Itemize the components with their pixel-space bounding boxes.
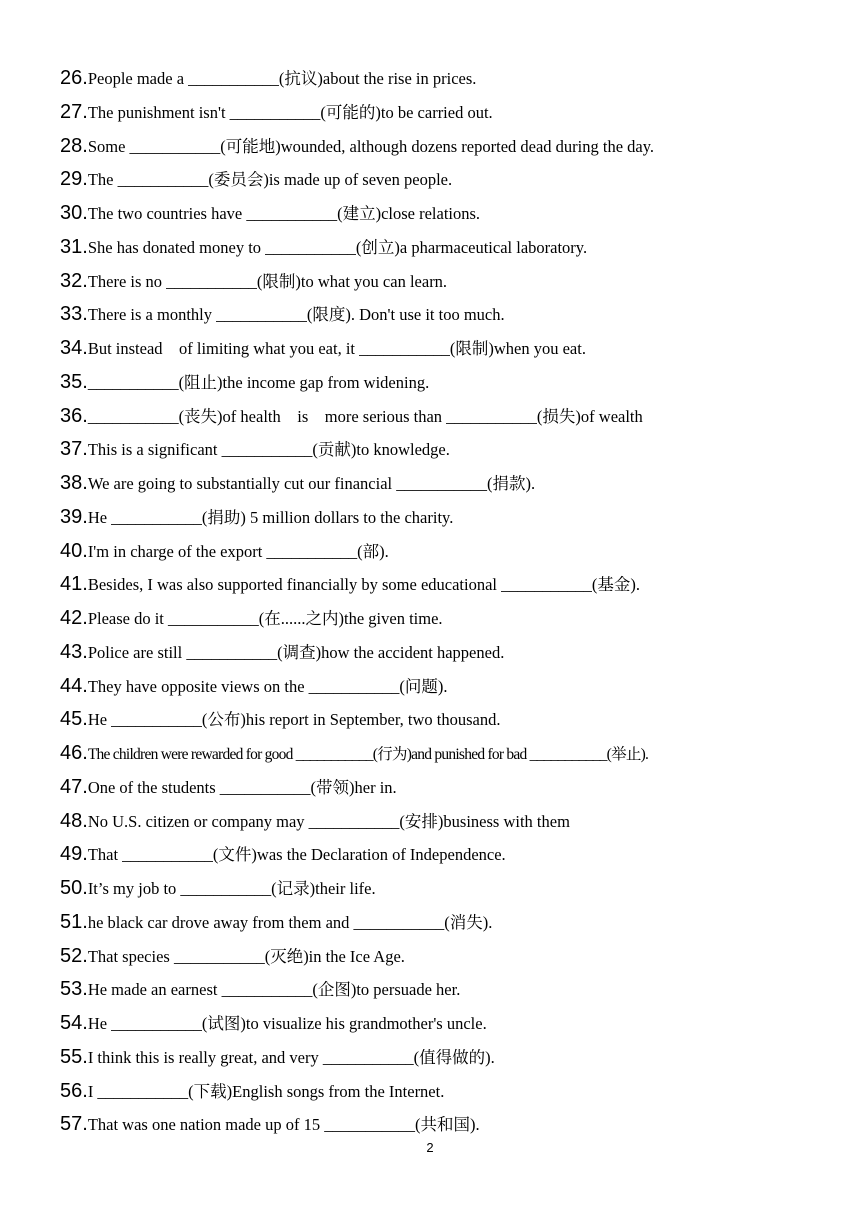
- exercise-sentence: The punishment isn't ___________(可能的)to be carried out.: [87, 102, 493, 122]
- exercise-sentence: It’s my job to ___________(记录)their life.: [87, 879, 376, 898]
- exercise-sentence: Please do it ___________(在......之内)the given time.: [87, 609, 443, 628]
- exercise-sentence: Some ___________(可能地)wounded, although dozens reported dead during the day.: [87, 136, 655, 156]
- exercise-item: [60, 163, 840, 197]
- exercise-item: [60, 400, 840, 434]
- exercise-item: [60, 602, 840, 636]
- exercise-number: 48.: [60, 809, 88, 832]
- exercise-number: 53.: [60, 978, 88, 1001]
- exercise-item: [60, 62, 840, 96]
- exercise-sentence: ___________(阻止)the income gap from widening.: [87, 372, 430, 392]
- exercise-sentence: She has donated money to ___________(创立)a pharmaceutical laboratory.: [87, 237, 588, 257]
- exercise-number: 38.: [60, 472, 88, 494]
- exercise-sentence: I'm in charge of the export ___________(部).: [87, 541, 389, 561]
- exercise-sentence: The children were rewarded for good ___________(行为)and punished for bad ___________(举止).: [87, 746, 649, 763]
- exercise-sentence: That ___________(文件)was the Declaration of Independence.: [87, 845, 506, 865]
- exercise-item: [60, 130, 840, 164]
- exercise-sentence: We are going to substantially cut our financial ___________(捐款).: [87, 474, 536, 493]
- exercise-sentence: That species ___________(灭绝)in the Ice Age.: [87, 946, 405, 966]
- exercise-number: 46.: [60, 742, 88, 764]
- exercise-item: [60, 872, 840, 906]
- exercise-number: 40.: [60, 539, 88, 562]
- exercise-number: 50.: [60, 877, 88, 899]
- exercise-sentence: I ___________(下载)English songs from the Internet.: [87, 1081, 445, 1101]
- exercise-number: 29.: [60, 168, 88, 191]
- exercise-item: [60, 670, 840, 704]
- exercise-number: 51.: [60, 910, 88, 933]
- exercise-sentence: The ___________(委员会)is made up of seven people.: [87, 170, 453, 190]
- exercise-number: 57.: [60, 1113, 88, 1136]
- exercise-number: 28.: [60, 134, 88, 157]
- exercise-sentence: People made a ___________(抗议)about the rise in prices.: [87, 69, 477, 88]
- exercise-item: [60, 535, 840, 569]
- exercise-item: [60, 636, 840, 670]
- exercise-item: [60, 231, 840, 265]
- exercise-number: 42.: [60, 607, 88, 629]
- exercise-sentence: he black car drove away from them and ___________(消失).: [87, 912, 493, 932]
- exercise-item: [60, 433, 840, 467]
- exercise-sentence: He ___________(公布)his report in September, two thousand.: [87, 710, 501, 730]
- exercise-sentence: He ___________(试图)to visualize his grandmother's uncle.: [87, 1014, 487, 1033]
- exercise-sentence: One of the students ___________(带领)her in.: [87, 777, 397, 797]
- exercise-item: [60, 197, 840, 231]
- exercise-item: [60, 568, 840, 602]
- exercise-number: 43.: [60, 640, 88, 663]
- exercise-number: 27.: [60, 100, 88, 123]
- exercise-item: [60, 298, 840, 332]
- exercise-number: 45.: [60, 708, 88, 731]
- exercise-sentence: Besides, I was also supported financially by some educational ___________(基金).: [87, 575, 640, 595]
- exercise-sentence: The two countries have ___________(建立)close relations.: [87, 204, 481, 223]
- exercise-sentence: But instead of limiting what you eat, it ___________(限制)when you eat.: [87, 339, 586, 358]
- exercise-sentence: He ___________(捐助) 5 million dollars to the charity.: [87, 507, 454, 527]
- exercise-item: [60, 265, 840, 299]
- exercise-number: 33.: [60, 303, 88, 326]
- exercise-item: [60, 805, 840, 839]
- exercise-sentence: There is no ___________(限制)to what you can learn.: [87, 271, 448, 291]
- exercise-number: 35.: [60, 370, 88, 393]
- exercise-number: 34.: [60, 337, 88, 359]
- exercise-number: 52.: [60, 944, 88, 967]
- page-number: 2: [426, 1140, 434, 1155]
- exercise-number: 54.: [60, 1012, 88, 1034]
- exercise-number: 41.: [60, 573, 88, 596]
- exercise-item: [60, 1075, 840, 1109]
- exercise-sentence: There is a monthly ___________(限度). Don't use it too much.: [87, 305, 505, 325]
- exercise-item: [60, 838, 840, 872]
- exercise-sentence: No U.S. citizen or company may ___________(安排)business with them: [87, 811, 570, 831]
- exercise-item: [60, 771, 840, 805]
- exercise-number: 37.: [60, 438, 88, 461]
- exercise-sentence: He made an earnest ___________(企图)to persuade her.: [87, 980, 461, 1000]
- exercise-list: [60, 62, 840, 1142]
- exercise-number: 55.: [60, 1045, 88, 1068]
- exercise-item: [60, 501, 840, 535]
- exercise-item: [60, 940, 840, 974]
- exercise-number: 32.: [60, 269, 88, 292]
- exercise-item: [60, 1041, 840, 1075]
- exercise-item: [60, 703, 840, 737]
- exercise-item: [60, 467, 840, 501]
- exercise-number: 47.: [60, 775, 88, 798]
- exercise-item: [60, 332, 840, 366]
- exercise-number: 56.: [60, 1079, 88, 1102]
- exercise-number: 39.: [60, 505, 88, 528]
- exercise-sentence: They have opposite views on the ___________(问题).: [87, 676, 448, 696]
- exercise-sentence: Police are still ___________(调查)how the accident happened.: [87, 642, 505, 662]
- exercise-number: 36.: [60, 404, 88, 427]
- exercise-item: [60, 96, 840, 130]
- exercise-item: [60, 737, 840, 771]
- exercise-sentence: ___________(丧失)of health is more serious than ___________(损失)of wealth: [87, 406, 643, 426]
- exercise-item: [60, 973, 840, 1007]
- exercise-item: [60, 906, 840, 940]
- exercise-sentence: That was one nation made up of 15 ___________(共和国).: [87, 1115, 480, 1135]
- exercise-number: 30.: [60, 202, 88, 224]
- exercise-sentence: I think this is really great, and very ___________(值得做的).: [87, 1047, 495, 1067]
- exercise-item: [60, 1108, 840, 1142]
- exercise-item: [60, 1007, 840, 1041]
- exercise-number: 49.: [60, 843, 88, 866]
- exercise-number: 44.: [60, 674, 88, 697]
- exercise-number: 26.: [60, 67, 88, 89]
- exercise-item: [60, 366, 840, 400]
- exercise-number: 31.: [60, 235, 88, 258]
- exercise-sentence: This is a significant ___________(贡献)to knowledge.: [87, 440, 450, 460]
